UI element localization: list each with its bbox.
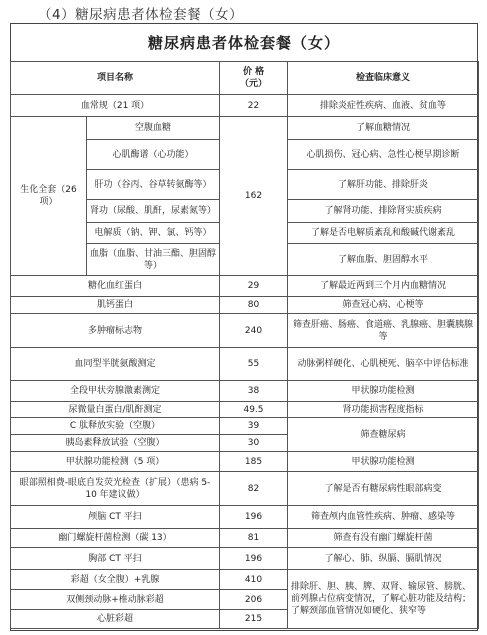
row-meaning: 动脉粥样硬化、心肌梗死、脑卒中评估标准 bbox=[288, 348, 479, 381]
row-price: 49.5 bbox=[220, 402, 288, 418]
table-header-row bbox=[11, 62, 479, 95]
table-row bbox=[11, 95, 479, 117]
row-name: 心肌酶谱（心功能） bbox=[87, 140, 220, 170]
row-meaning: 甲状腺功能检测 bbox=[288, 452, 479, 472]
row-meaning: 筛查有没有幽门螺旋杆菌 bbox=[288, 529, 479, 548]
row-name: 血常规（21 项） bbox=[11, 95, 220, 117]
row-price: 206 bbox=[220, 590, 288, 610]
row-name: 双侧颈动脉+椎动脉彩超 bbox=[11, 590, 220, 610]
row-name: 幽门螺旋杆菌检测（碳 13） bbox=[11, 529, 220, 548]
header-price-line2: （元） bbox=[240, 79, 268, 89]
row-meaning: 了解是否有糖尿病性眼部病变 bbox=[288, 472, 479, 506]
row-name: 肝功（谷丙、谷草转氨酶等） bbox=[87, 170, 220, 200]
row-meaning: 了解血脂、胆固醇水平 bbox=[288, 244, 479, 276]
row-name: 糖化血红蛋白 bbox=[11, 276, 220, 297]
row-name: 血脂（血脂、甘油三酯、胆固醇等） bbox=[87, 244, 220, 276]
row-name: 肌钙蛋白 bbox=[11, 297, 220, 314]
row-price: 22 bbox=[220, 95, 288, 117]
row-name: 胰岛素释放试验（空腹） bbox=[11, 435, 220, 452]
table-row bbox=[11, 402, 479, 418]
table-row bbox=[11, 418, 479, 435]
row-price: 80 bbox=[220, 297, 288, 314]
row-price: 55 bbox=[220, 348, 288, 381]
row-name: 肾功（尿酸、肌酐，尿素氮等） bbox=[87, 200, 220, 223]
row-price: 30 bbox=[220, 435, 288, 452]
header-meaning: 检查临床意义 bbox=[288, 62, 479, 95]
row-name: 颅脑 CT 平扫 bbox=[11, 506, 220, 529]
table-row bbox=[11, 472, 479, 506]
row-meaning: 了解是否电解质紊乱和酸碱代谢紊乱 bbox=[288, 223, 479, 244]
section-heading: （4）糖尿病患者体检套餐（女） bbox=[38, 7, 244, 23]
row-price: 81 bbox=[220, 529, 288, 548]
row-meaning: 了解肾功能、排除肾实质疾病 bbox=[288, 200, 479, 223]
table-row bbox=[11, 452, 479, 472]
table-row bbox=[11, 570, 479, 590]
group-price: 162 bbox=[220, 117, 288, 276]
table-title: 糖尿病患者体检套餐（女） bbox=[147, 34, 340, 52]
header-price bbox=[220, 62, 288, 95]
row-name: 多肿瘤标志物 bbox=[11, 314, 220, 348]
package-table-frame bbox=[10, 23, 478, 631]
row-price: 410 bbox=[220, 570, 288, 590]
table-row bbox=[11, 297, 479, 314]
header-price-line1: 价 格 bbox=[242, 67, 265, 77]
row-price: 240 bbox=[220, 314, 288, 348]
group-name: 生化全套（26 项） bbox=[11, 117, 87, 276]
row-meaning: 筛查冠心病、心梗等 bbox=[288, 297, 479, 314]
table-row bbox=[11, 276, 479, 297]
table-row bbox=[11, 314, 479, 348]
table-row bbox=[11, 529, 479, 548]
table-row bbox=[11, 348, 479, 381]
row-price: 39 bbox=[220, 418, 288, 435]
header-item: 项目名称 bbox=[11, 62, 220, 95]
row-name: 心脏彩超 bbox=[11, 610, 220, 629]
row-price: 185 bbox=[220, 452, 288, 472]
row-name: 空腹血糖 bbox=[87, 117, 220, 140]
row-name: 尿微量白蛋白/肌酐测定 bbox=[11, 402, 220, 418]
row-meaning: 筛查肝癌、肠癌、食道癌、乳腺癌、胆囊胰腺等 bbox=[288, 314, 479, 348]
row-name: 胸部 CT 平扫 bbox=[11, 548, 220, 570]
row-meaning: 筛查颅内血管性疾病、肿瘤、感染等 bbox=[288, 506, 479, 529]
table-row bbox=[11, 506, 479, 529]
row-price: 38 bbox=[220, 381, 288, 402]
row-meaning: 筛查糖尿病 bbox=[288, 418, 479, 452]
row-meaning: 了解血糖情况 bbox=[288, 117, 479, 140]
row-name: 全段甲状旁腺激素测定 bbox=[11, 381, 220, 402]
row-meaning: 了解心、肺、纵膈、膈肌情况 bbox=[288, 548, 479, 570]
row-price: 215 bbox=[220, 610, 288, 629]
table-row bbox=[11, 117, 479, 140]
row-name: 甲状腺功能检测（5 项） bbox=[11, 452, 220, 472]
row-meaning: 肾功能损害程度指标 bbox=[288, 402, 479, 418]
row-name: 眼部照相费-眼底自发荧光检查（扩展）（患病 5-10 年建议做） bbox=[11, 472, 220, 506]
row-name: 彩超（女全腹）+乳腺 bbox=[11, 570, 220, 590]
row-price: 196 bbox=[220, 548, 288, 570]
row-price: 196 bbox=[220, 506, 288, 529]
row-name: 血同型半胱氨酸测定 bbox=[11, 348, 220, 381]
row-name: C 肽释放实验（空腹） bbox=[11, 418, 220, 435]
row-price: 82 bbox=[220, 472, 288, 506]
package-table bbox=[10, 61, 479, 629]
row-meaning: 了解肝功能、排除肝炎 bbox=[288, 170, 479, 200]
row-price: 29 bbox=[220, 276, 288, 297]
row-meaning: 排除炎症性疾病、血液、贫血等 bbox=[288, 95, 479, 117]
table-row bbox=[11, 381, 479, 402]
row-name: 电解质（钠、钾、氯、钙等） bbox=[87, 223, 220, 244]
row-meaning: 心肌损伤、冠心病、急性心梗早期诊断 bbox=[288, 140, 479, 170]
row-meaning: 甲状腺功能检测 bbox=[288, 381, 479, 402]
row-meaning: 了解最近两到三个月内血糖情况 bbox=[288, 276, 479, 297]
table-row bbox=[11, 548, 479, 570]
row-meaning: 排除肝、胆、胰、脾、双肾、输尿管、膀胱、前列腺占位病变情况，了解心脏功能及结构；了解颈部血管情况如硬化、狭窄等 bbox=[288, 570, 479, 629]
